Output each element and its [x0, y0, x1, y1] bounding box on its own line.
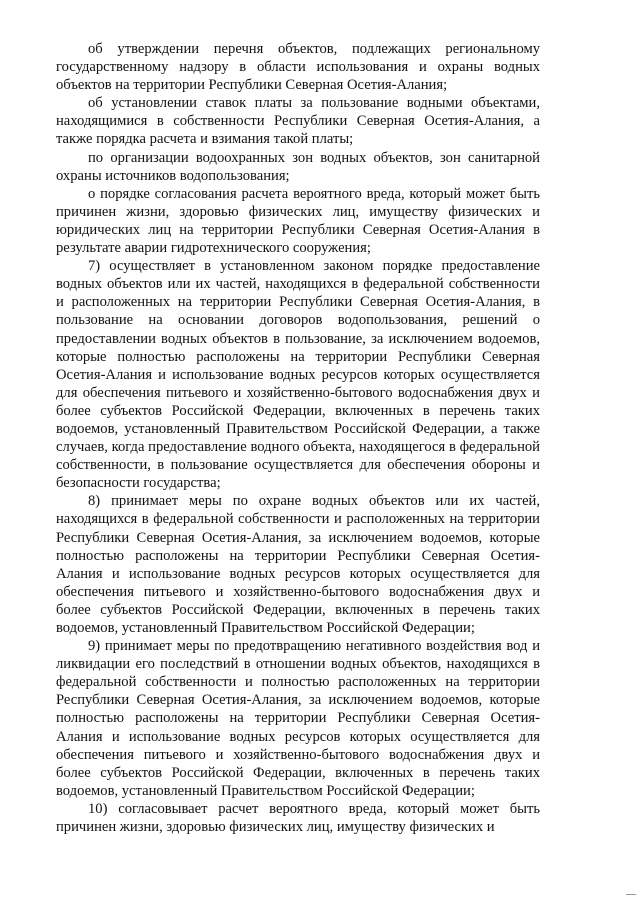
page-corner-mark [626, 894, 636, 895]
paragraph-approval-of-objects-list: об утверждении перечня объектов, подлежащих региональному государственному надзору в области использования и охраны водных объектов на территории Республики Северная Осетия-Алания; [56, 41, 540, 94]
paragraph-item-10: 10) согласовывает расчет вероятного вреда, который может быть причинен жизни, здоровью физических лиц, имуществу физических и [56, 800, 540, 836]
paragraph-item-8: 8) принимает меры по охране водных объектов или их частей, находящихся в федеральной собственности и расположенных на территории Республики Северная Осетия-Алания, за исключением водоемов, которые полностью расположены на территории Республики Северная Осетия-Алания и использование водных ресурсов которых осуществляется для обеспечения питьевого и хозяйственно-бытового водоснабжения двух и более субъектов Российской Федерации, включенных в перечень таких водоемов, установленный Правительством Российской Федерации; [56, 493, 540, 636]
document-page [56, 40, 540, 836]
paragraph-water-protection-zones: по организации водоохранных зон водных объектов, зон санитарной охраны источников водопользования; [56, 149, 540, 184]
paragraph-damage-calculation-procedure: о порядке согласования расчета вероятного вреда, который может быть причинен жизни, здоровью физических лиц, имуществу физических и юридических лиц на территории Республики Северная Осетия-Алания в результате аварии гидротехнического сооружения; [56, 185, 540, 257]
paragraph-item-9: 9) принимает меры по предотвращению негативного воздействия вод и ликвидации его последствий в отношении водных объектов, находящихся в федеральной собственности и полностью расположенных на территории Республики Северная Осетия-Алания, за исключением водоемов, которые полностью расположены на территории Республики Северная Осетия-Алания и использование водных ресурсов которых осуществляется для обеспечения питьевого и хозяйственно-бытового водоснабжения двух и более субъектов Российской Федерации, включенных в перечень таких водоемов, установленный Правительством Российской Федерации; [56, 638, 540, 799]
paragraph-payment-rates: об установлении ставок платы за пользование водными объектами, находящимися в собственности Республики Северная Осетия-Алания, а также порядка расчета и взимания такой платы; [56, 95, 540, 148]
paragraph-item-7: 7) осуществляет в установленном законом порядке предоставление водных объектов или их частей, находящихся в федеральной собственности и расположенных на территории Республики Северная Осетия-Алания, в пользование на основании договоров водопользования, решений о предоставлении водных объектов в пользование, за исключением водоемов, которые полностью расположены на территории Республики Северная Осетия-Алания и использование водных ресурсов которых осуществляется для обеспечения питьевого и хозяйственно-бытового водоснабжения двух и более субъектов Российской Федерации, включенных в перечень таких водоемов, установленный Правительством Российской Федерации, а также случаев, когда предоставление водного объекта, находящегося в федеральной собственности, в пользование осуществляется для обеспечения обороны и безопасности государства; [56, 258, 540, 492]
